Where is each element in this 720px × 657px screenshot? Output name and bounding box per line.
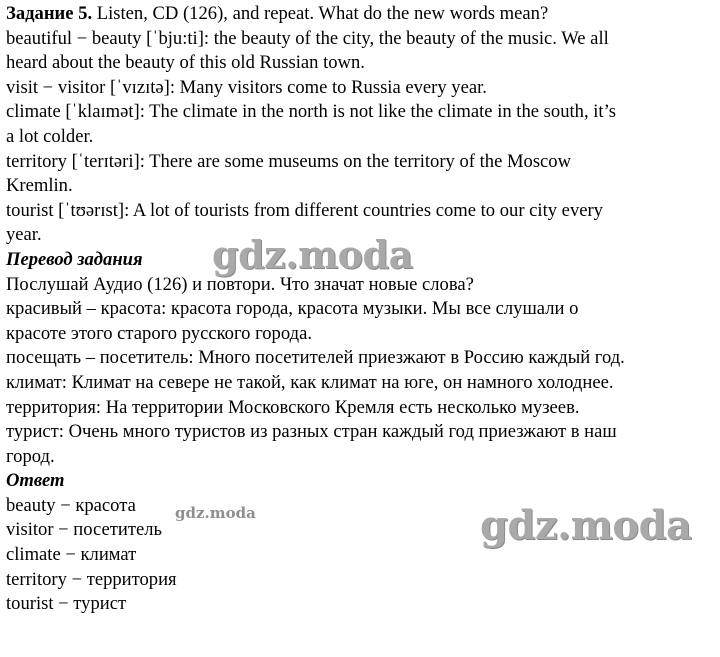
watermark-large-top: gdz.moda bbox=[212, 232, 413, 277]
task-header bbox=[6, 2, 718, 27]
answer-item: territory − территория bbox=[6, 568, 177, 590]
english-line: territory [ˈterɪtəri]: There are some museums on the territory of the Moscow bbox=[6, 150, 572, 172]
english-line: heard about the beauty of this old Russian town. bbox=[6, 52, 365, 74]
english-line: climate [ˈklaɪmət]: The climate in the north is not like the climate in the south, it’s bbox=[6, 101, 616, 123]
russian-line: красивый – красота: красота города, красота музыки. Мы все слушали о bbox=[6, 298, 579, 320]
answer-item: tourist − турист bbox=[6, 593, 127, 615]
russian-line: территория: На территории Московского Кремля есть несколько музеев. bbox=[6, 396, 580, 418]
english-line: year. bbox=[6, 224, 42, 246]
watermark-small: gdz.moda bbox=[175, 504, 256, 522]
russian-line: Послушай Аудио (126) и повтори. Что значат новые слова? bbox=[6, 273, 474, 295]
russian-line: посещать – посетитель: Много посетителей приезжают в Россию каждый год. bbox=[6, 347, 625, 369]
translation-heading: Перевод задания bbox=[6, 248, 143, 270]
english-line: a lot colder. bbox=[6, 125, 94, 147]
english-line: Kremlin. bbox=[6, 175, 73, 197]
answer-item: beauty − красота bbox=[6, 494, 136, 516]
english-line: visit − visitor [ˈvɪzɪtə]: Many visitors come to Russia every year. bbox=[6, 76, 487, 98]
task-title: Задание 5. bbox=[6, 3, 93, 24]
answer-item: visitor − посетитель bbox=[6, 519, 162, 541]
russian-line: климат: Климат на севере не такой, как климат на юге, он намного холоднее. bbox=[6, 371, 614, 393]
english-line: tourist [ˈtʊərɪst]: A lot of tourists from different countries come to our city every bbox=[6, 199, 603, 221]
russian-line: турист: Очень много туристов из разных стран каждый год приезжают в наш bbox=[6, 421, 617, 443]
russian-line: город. bbox=[6, 445, 55, 467]
russian-line: красоте этого старого русского города. bbox=[6, 322, 312, 344]
answer-heading: Ответ bbox=[6, 470, 65, 492]
english-line: beautiful − beauty [ˈbju:ti]: the beauty of the city, the beauty of the music. We all bbox=[6, 27, 609, 49]
task-instruction: Listen, CD (126), and repeat. What do the new words mean? bbox=[92, 3, 549, 24]
answer-item: climate − климат bbox=[6, 544, 137, 566]
watermark-large-right: gdz.moda bbox=[480, 502, 692, 549]
